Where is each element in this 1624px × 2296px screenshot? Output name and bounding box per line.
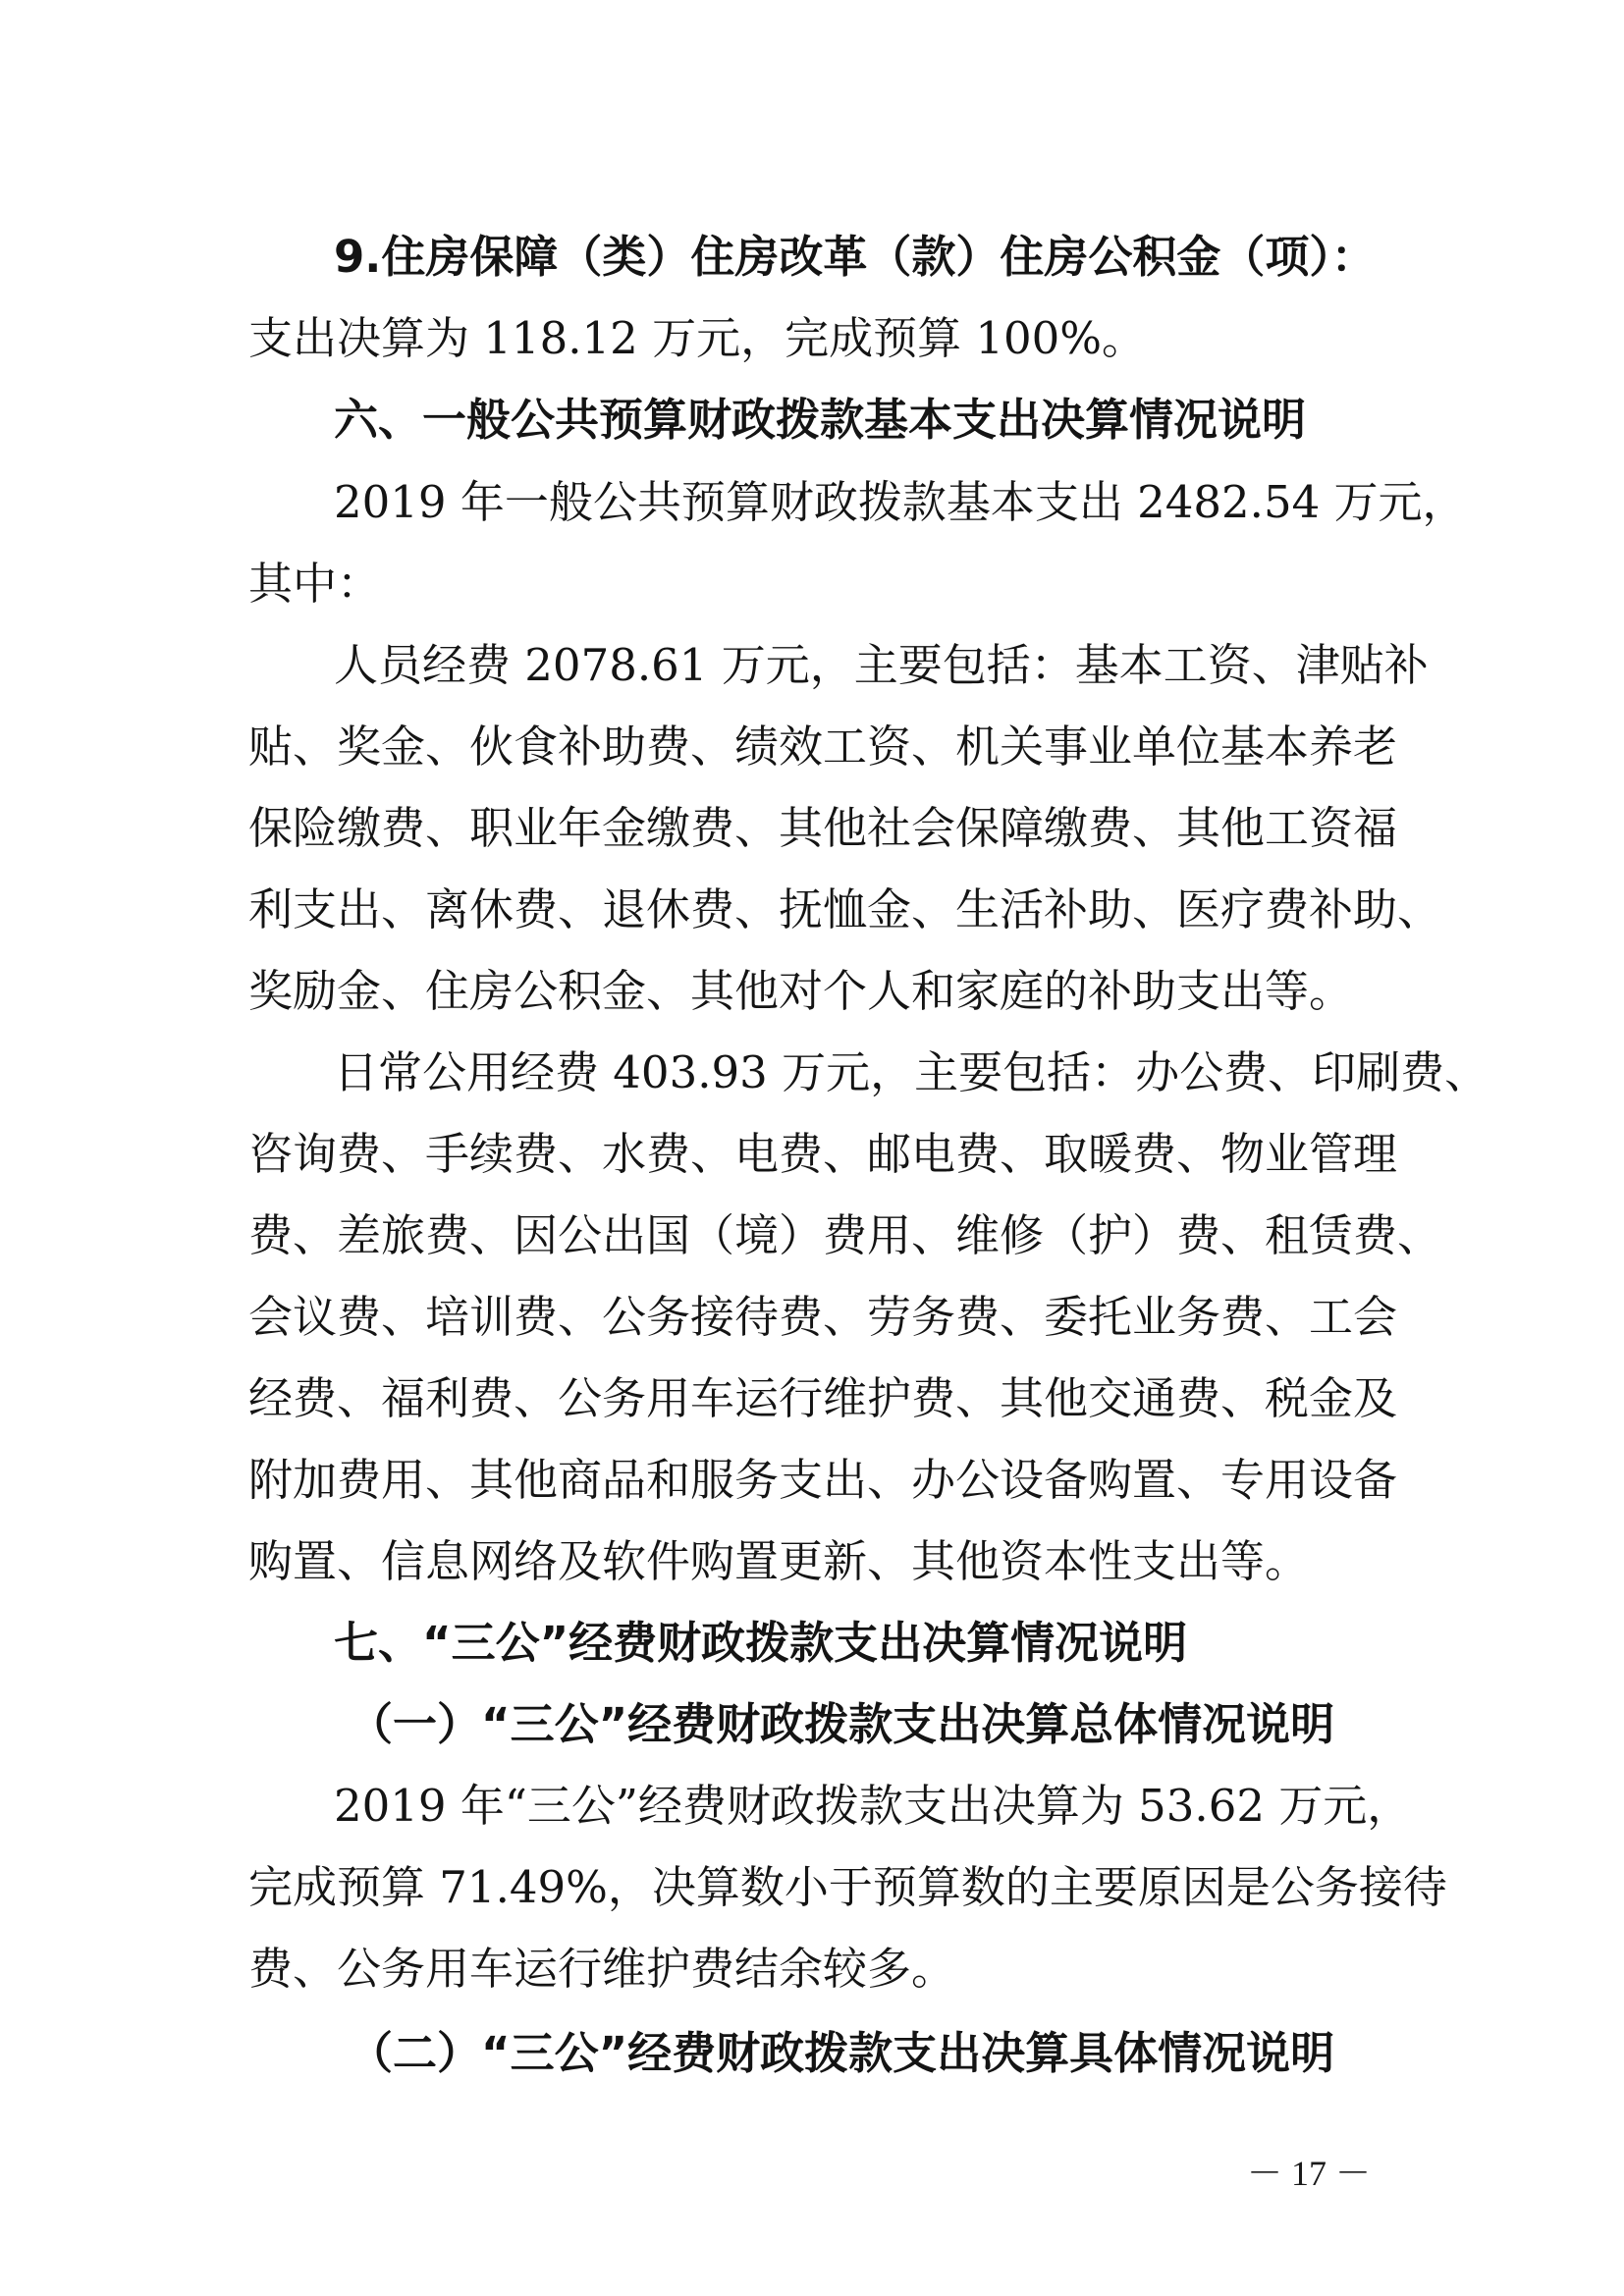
paragraph-line: 其中： xyxy=(248,558,382,610)
paragraph-line: 保险缴费、职业年金缴费、其他社会保障缴费、其他工资福 xyxy=(248,802,1398,854)
paragraph-line: 会议费、培训费、公务接待费、劳务费、委托业务费、工会 xyxy=(248,1291,1398,1343)
paragraph-line: 经费、福利费、公务用车运行维护费、其他交通费、税金及 xyxy=(248,1372,1398,1424)
section-heading-7: 七、“三公”经费财政拨款支出决算情况说明 xyxy=(334,1617,1188,1669)
page-number: － 17 － xyxy=(1247,2154,1372,2193)
subsection-heading-2: （二）“三公”经费财政拨款支出决算具体情况说明 xyxy=(349,2027,1335,2079)
section-heading-6: 六、一般公共预算财政拨款基本支出决算情况说明 xyxy=(334,394,1307,446)
paragraph-line: 费、差旅费、因公出国（境）费用、维修（护）费、租赁费、 xyxy=(248,1209,1442,1261)
paragraph-line: 咨询费、手续费、水费、电费、邮电费、取暖费、物业管理 xyxy=(248,1128,1398,1180)
paragraph-line: 购置、信息网络及软件购置更新、其他资本性支出等。 xyxy=(248,1535,1310,1587)
paragraph-line: 奖励金、住房公积金、其他对个人和家庭的补助支出等。 xyxy=(248,965,1354,1017)
paragraph-line: 2019 年一般公共预算财政拨款基本支出 2482.54 万元， xyxy=(334,476,1467,528)
paragraph-line: 利支出、离休费、退休费、抚恤金、生活补助、医疗费补助、 xyxy=(248,883,1442,935)
paragraph-line: 费、公务用车运行维护费结余较多。 xyxy=(248,1943,956,1995)
subsection-heading-1: （一）“三公”经费财政拨款支出决算总体情况说明 xyxy=(349,1698,1335,1750)
paragraph-line: 人员经费 2078.61 万元，主要包括：基本工资、津贴补 xyxy=(334,639,1429,691)
paragraph-line: 日常公用经费 403.93 万元，主要包括：办公费、印刷费、 xyxy=(334,1046,1489,1098)
paragraph-line: 2019 年“三公”经费财政拨款支出决算为 53.62 万元， xyxy=(334,1780,1412,1832)
paragraph-line: 完成预算 71.49%，决算数小于预算数的主要原因是公务接待 xyxy=(248,1861,1447,1913)
paragraph-line: 贴、奖金、伙食补助费、绩效工资、机关事业单位基本养老 xyxy=(248,721,1398,773)
item-heading-housing: 9.住房保障（类）住房改革（款）住房公积金（项）： xyxy=(334,231,1376,283)
paragraph-line: 附加费用、其他商品和服务支出、办公设备购置、专用设备 xyxy=(248,1454,1398,1506)
paragraph-line: 支出决算为 118.12 万元，完成预算 100%。 xyxy=(248,312,1147,364)
